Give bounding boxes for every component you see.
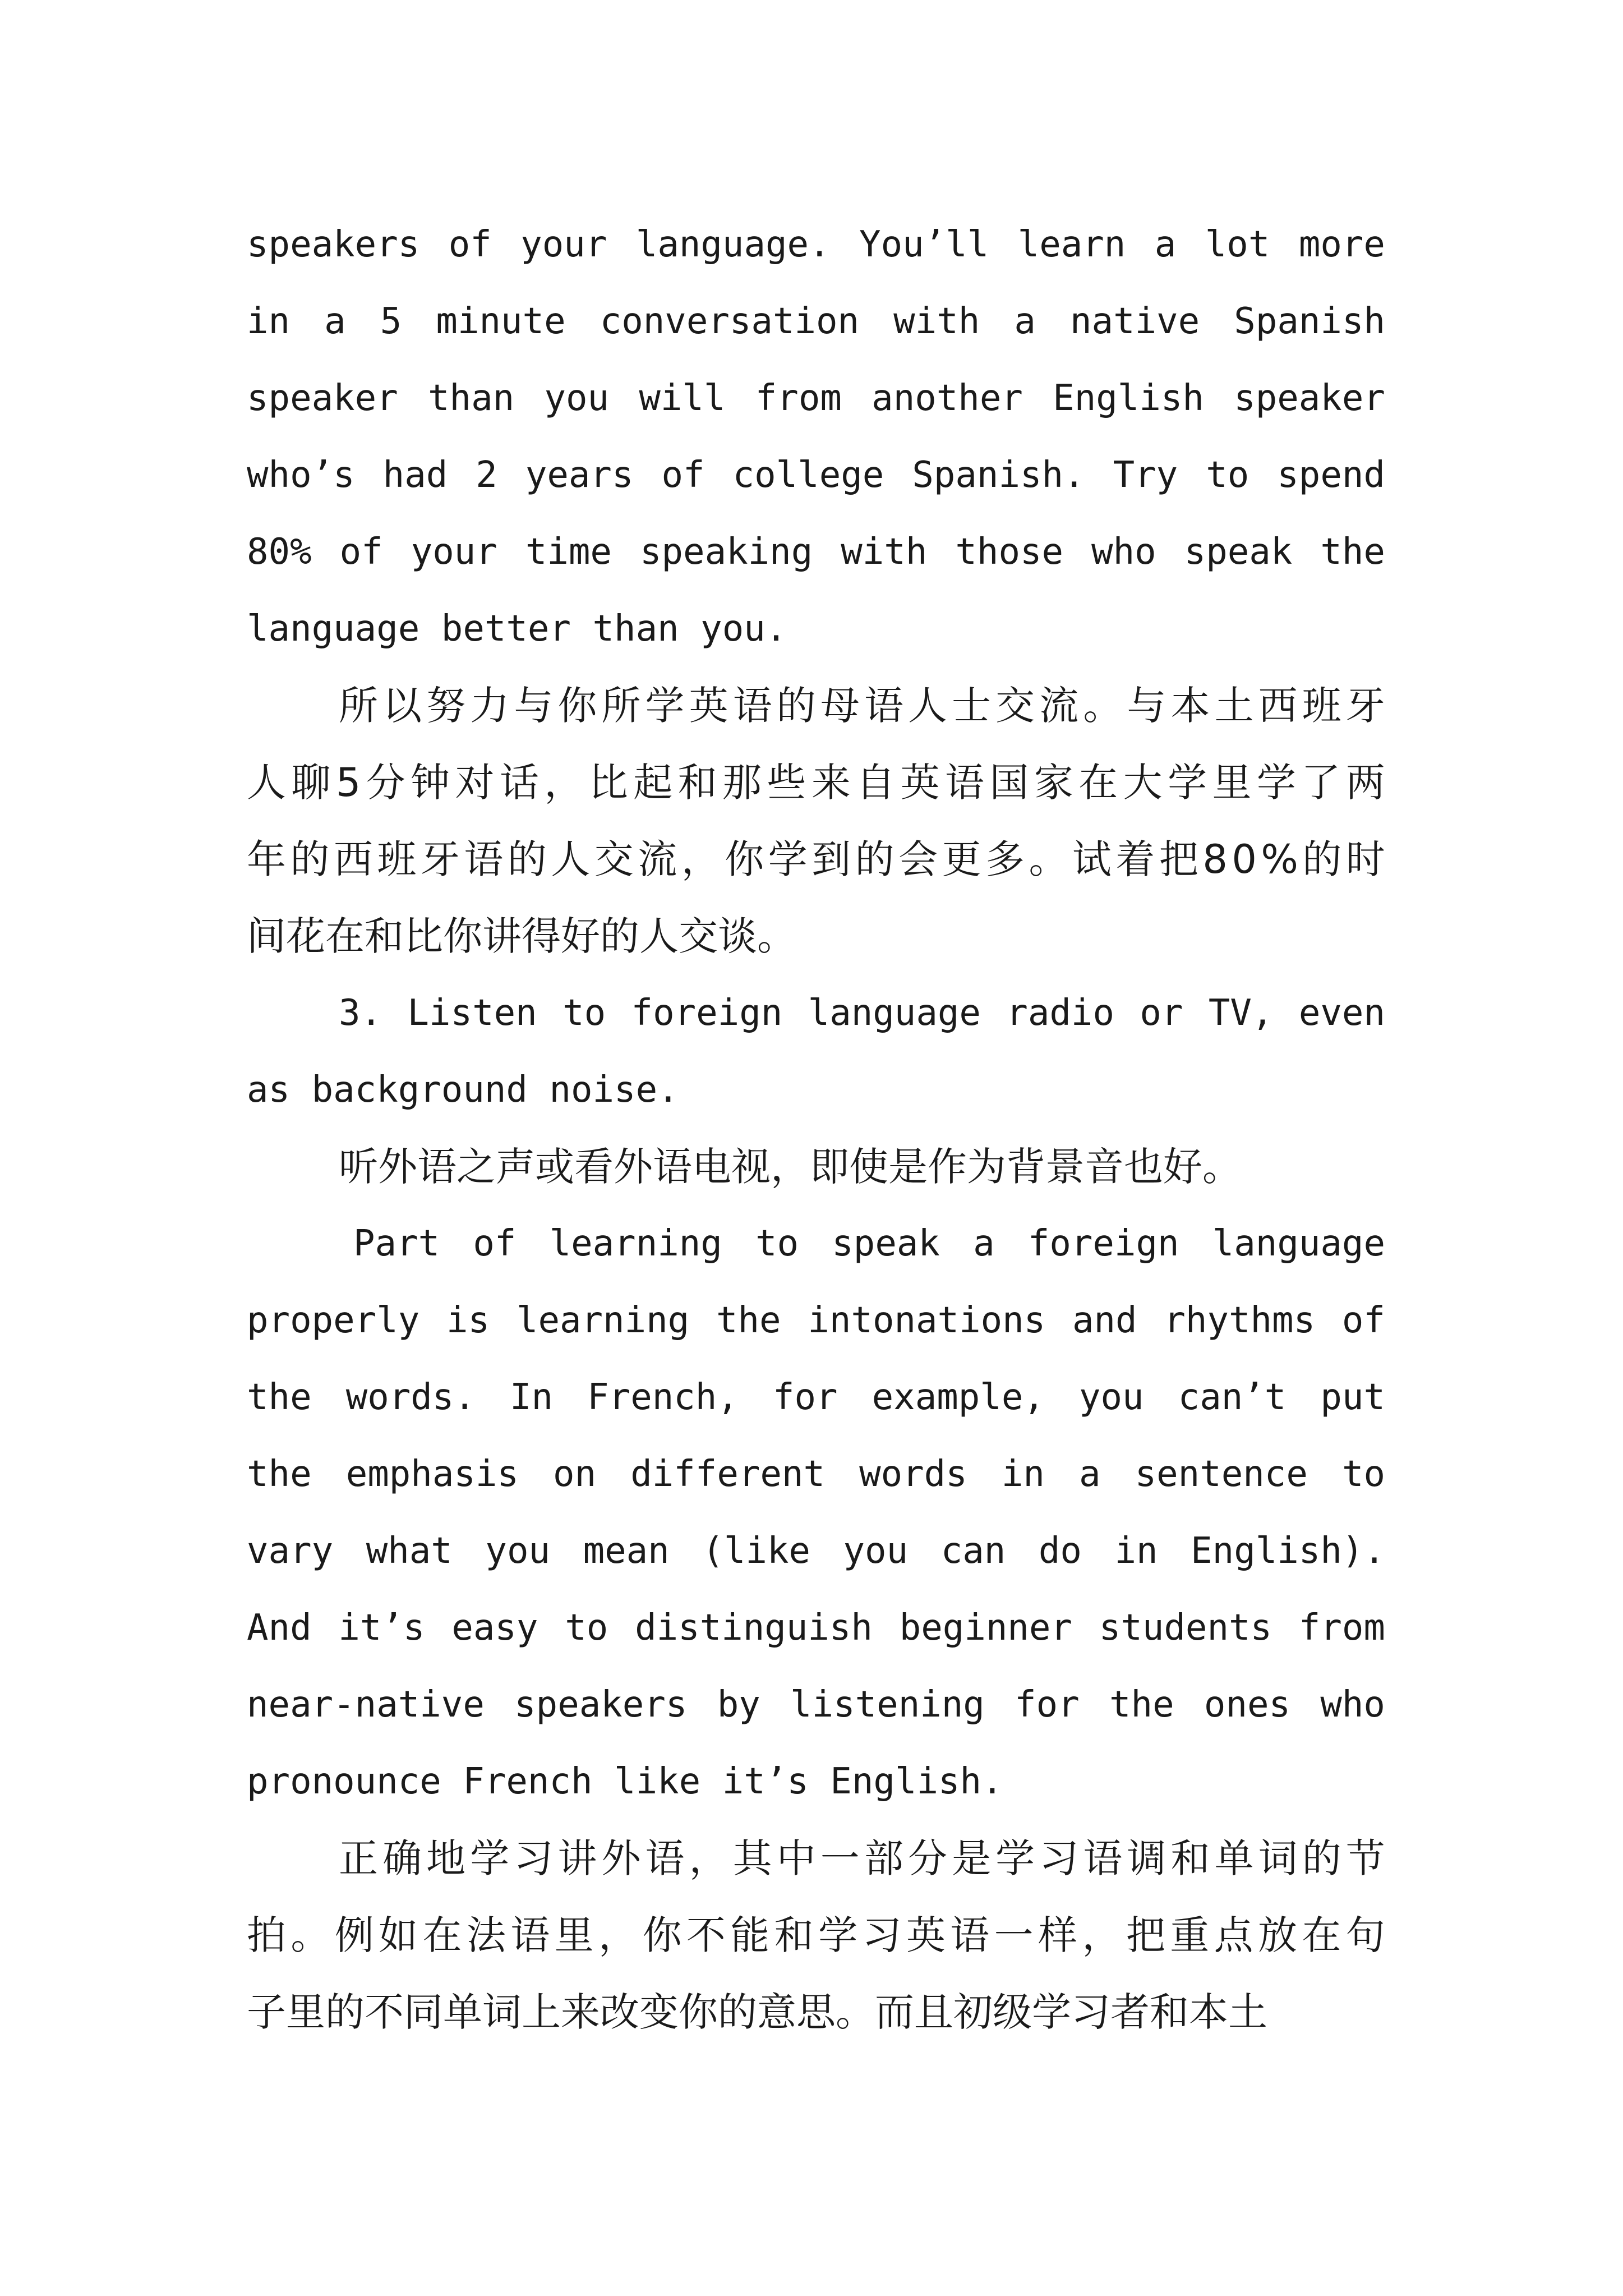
text-line: who’s had 2 years of college Spanish. Try to spend (247, 454, 1385, 496)
text-line: in a 5 minute conversation with a native Spanish (247, 301, 1385, 342)
text-line: the emphasis on different words in a sentence to (247, 1453, 1385, 1495)
text-line: 80% of your time speaking with those who speak the (247, 531, 1385, 573)
text-line: 子里的不同单词上来改变你的意思。而且初级学习者和本土 (247, 1989, 1267, 2035)
document-body (247, 206, 1385, 2051)
text-line: properly is learning the intonations and rhythms of (247, 1300, 1385, 1341)
text-line: vary what you mean (like you can do in English). (247, 1530, 1385, 1572)
text-line: 正 确 地 学 习 讲 外 语 ， 其 中 一 部 分 是 学 习 语 调 和 单 词 的 节 (339, 1835, 1385, 1881)
text-line: speaker than you will from another English speaker (247, 378, 1385, 419)
text-line: speakers of your language. You’ll learn a lot more (247, 224, 1385, 265)
text-line: 人 聊 5 分 钟 对 话 ， 比 起 和 那 些 来 自 英 语 国 家 在 大 学 里 学 了 两 (247, 760, 1385, 806)
text-line: language better than you. (247, 608, 787, 650)
text-line: 听外语之声或看外语电视，即使是作为背景音也好。 (339, 1144, 1242, 1190)
text-line: And it’s easy to distinguish beginner students from (247, 1607, 1385, 1649)
paragraph (247, 975, 1385, 1129)
text-line: near-native speakers by listening for the ones who (247, 1684, 1385, 1726)
text-line: 间花在和比你讲得好的人交谈。 (247, 913, 796, 959)
text-line: 年 的 西 班 牙 语 的 人 交 流 ， 你 学 到 的 会 更 多 。 试 着 把 8 0 % 的 时 (247, 836, 1385, 882)
text-line: Part of learning to speak a foreign language (353, 1223, 1385, 1264)
text-line: pronounce French like it’s English. (247, 1761, 1003, 1802)
text-line: 3. Listen to foreign language radio or TV, even (339, 992, 1385, 1034)
text-line: as background noise. (247, 1069, 679, 1111)
text-line: 拍 。 例 如 在 法 语 里 ， 你 不 能 和 学 习 英 语 一 样 ， 把 重 点 放 在 句 (247, 1912, 1385, 1958)
paragraph (247, 668, 1385, 975)
paragraph (247, 1129, 1385, 1205)
paragraph (247, 206, 1385, 668)
paragraph (247, 1820, 1385, 2051)
text-line: 所 以 努 力 与 你 所 学 英 语 的 母 语 人 士 交 流 。 与 本 土 西 班 牙 (339, 683, 1385, 729)
paragraph (247, 1205, 1385, 1820)
text-line: the words. In French, for example, you can’t put (247, 1377, 1385, 1418)
